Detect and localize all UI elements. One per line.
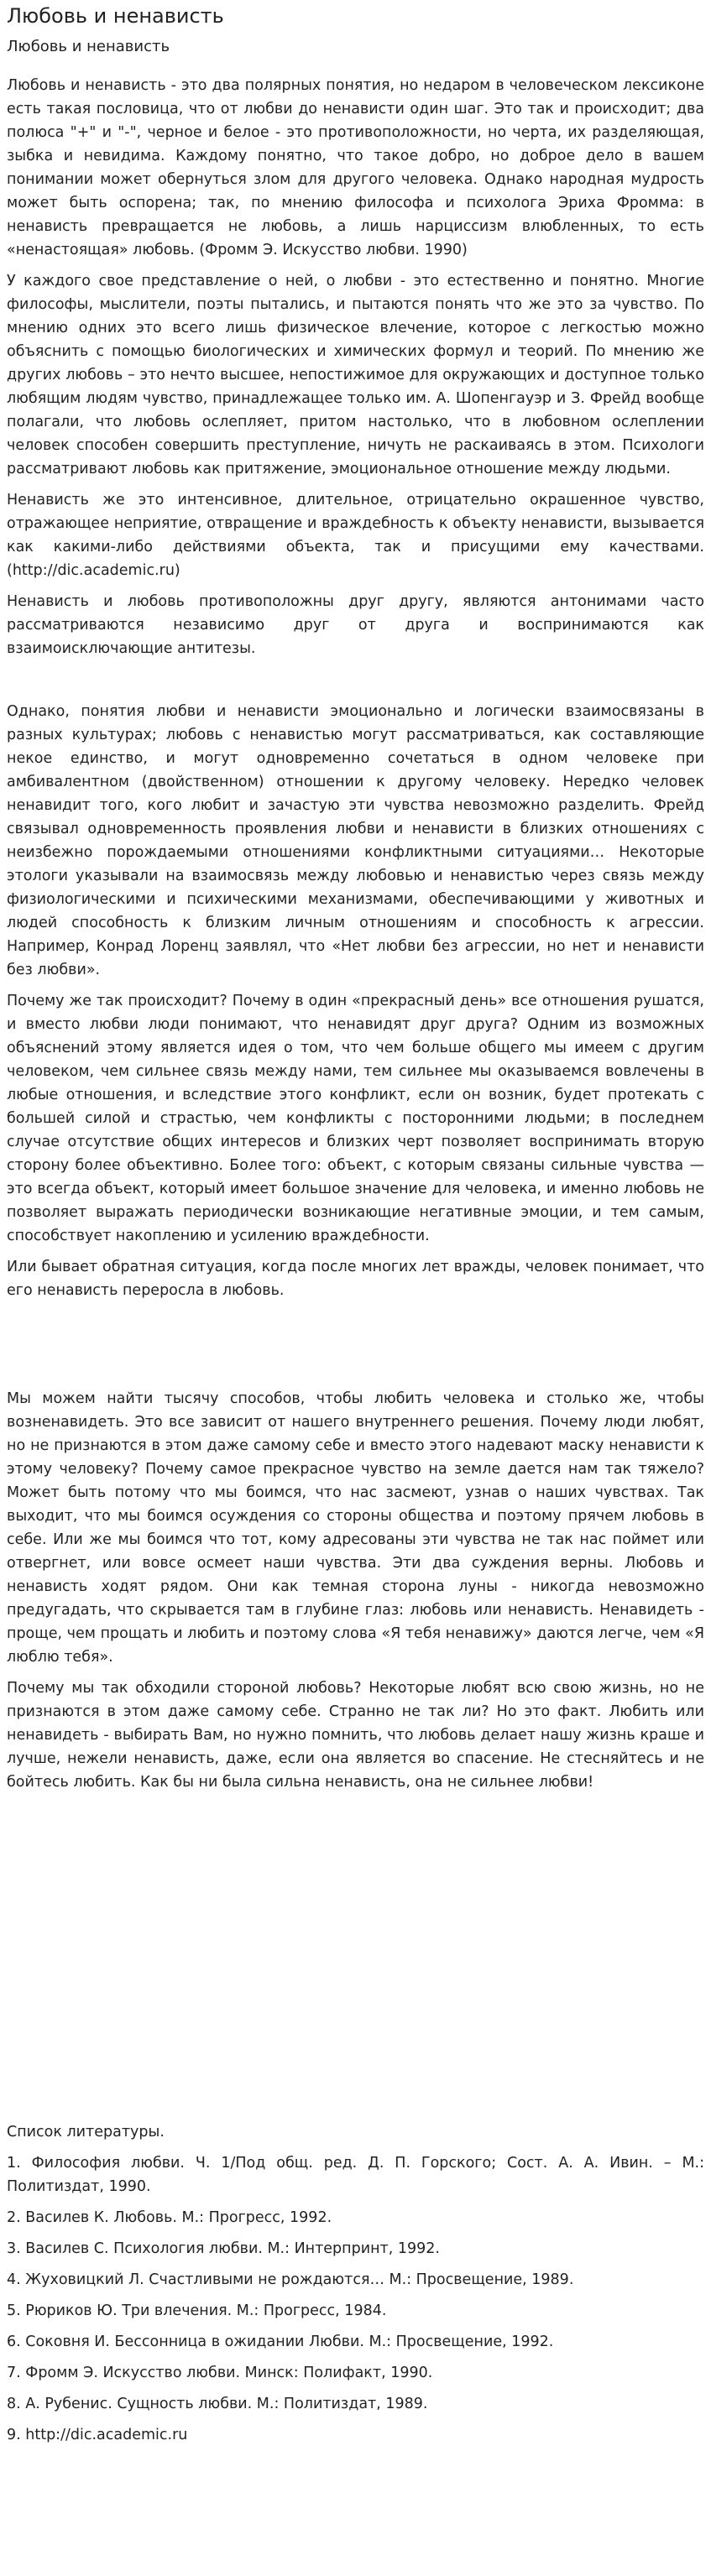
- reference-item: 3. Василев С. Психология любви. М.: Интерпринт, 1992.: [7, 2240, 440, 2257]
- reference-item: 5. Рюриков Ю. Три влечения. М.: Прогресс, 1984.: [7, 2302, 387, 2319]
- references-title: Список литературы.: [7, 2123, 165, 2141]
- paragraph: У каждого свое представление о ней, о любви - это естественно и понятно. Многие философы, мыслители, поэты пытались, и пытаются понять что же это за чувство. По мнению одних это всего лишь физическое влечение, которое с легкостью можно объяснить с помощью биологических и химических формул и теорий. По мнению же других любовь – это нечто высшее, непостижимое для окружающих и доступное только любящим людям чувство, принадлежащее только им. А. Шопенгауэр и З. Фрейд вообще полагали, что любовь ослепляет, притом настолько, что в любовном ослеплении человек способен совершить преступление, ничуть не раскаиваясь в этом. Психологи рассматривают любовь как притяжение, эмоциональное отношение между людьми.: [7, 272, 704, 477]
- paragraph: Ненависть и любовь противоположны друг другу, являются антонимами часто рассматриваются независимо друг от друга и воспринимаются как взаимоисключающие антитезы.: [7, 592, 704, 657]
- reference-item: 6. Соковня И. Бессонница в ожидании Любви. М.: Просвещение, 1992.: [7, 2333, 554, 2350]
- paragraph: Почему мы так обходили стороной любовь? Некоторые любят всю свою жизнь, но не признаются в этом даже самому себе. Странно не так ли? Но это факт. Любить или ненавидеть - выбирать Вам, но нужно помнить, что любовь делает нашу жизнь краше и лучше, нежели ненависть, даже, если она является во спасение. Не стесняйтесь и не бойтесь любить. Как бы ни была сильна ненависть, она не сильнее любви!: [7, 1679, 704, 1791]
- paragraph: Почему же так происходит? Почему в один «прекрасный день» все отношения рушатся, и вместо любви люди понимают, что ненавидят друг друга? Одним из возможных объяснений этому является идея о том, что чем больше общего мы имеем с другим человеком, чем сильнее связь между нами, тем сильнее мы оказываемся вовлечены в любые отношения, и вследствие этого конфликт, если он возник, будет протекать с большей силой и страстью, чем конфликты с посторонними людьми; в последнем случае отсутствие общих интересов и близких черт позволяет воспринимать вторую сторону более объективно. Более того: объект, с которым связаны сильные чувства — это всегда объект, который имеет большое значение для человека, и именно любовь не позволяет выражать периодически возникающие негативные эмоции, и тем самым, способствует накоплению и усилению враждебности.: [7, 992, 704, 1244]
- paragraph: Однако, понятия любви и ненависти эмоционально и логически взаимосвязаны в разных культурах; любовь с ненавистью могут рассматриваться, как составляющие некое единство, и могут одновременно сочетаться в одном человеке при амбивалентном (двойственном) отношении к другому человеку. Нередко человек ненавидит того, кого любит и зачастую эти чувства невозможно разделить. Фрейд связывал одновременность проявления любви и ненависти в близких отношениях с неизбежно порождаемыми отношениями конфликтными ситуациями… Некоторые этологи указывали на взаимосвязь между любовью и ненавистью через связь между физиологическими и психическими механизмами, обеспечивающими у животных и людей способность к близким личным отношениям и способность к агрессии. Например, Конрад Лоренц заявлял, что «Нет любви без агрессии, но нет и ненависти без любви».: [7, 702, 704, 978]
- reference-item[interactable]: 9. http://dic.academic.ru: [7, 2426, 188, 2443]
- document-subtitle: Любовь и ненависть: [7, 37, 170, 55]
- page-title: Любовь и ненависть: [7, 4, 224, 28]
- paragraph: Ненависть же это интенсивное, длительное, отрицательно окрашенное чувство, отражающее неприятие, отвращение и враждебность к объекту ненависти, вызывается как какими-либо действиями объекта, так и присущими ему качествами.(http://dic.academic.ru): [7, 491, 704, 579]
- blank-space: [7, 668, 704, 700]
- paragraph: Или бывает обратная ситуация, когда после многих лет вражды, человек понимает, что его ненависть переросла в любовь.: [7, 1258, 704, 1299]
- blank-space: [7, 1802, 704, 2120]
- reference-item: 8. А. Рубенис. Сущность любви. М.: Политиздат, 1989.: [7, 2395, 428, 2412]
- reference-item: 2. Василев К. Любовь. М.: Прогресс, 1992.: [7, 2208, 332, 2226]
- paragraph: Любовь и ненависть - это два полярных понятия, но недаром в человеческом лексиконе есть такая пословица, что от любви до ненависти один шаг. Это так и происходит; два полюса "+" и "-", черное и белое - это противоположности, но черта, их разделяющая, зыбка и невидима. Каждому понятно, что такое добро, но доброе дело в вашем понимании может обернуться злом для другого человека. Однако народная мудрость может быть оспорена; так, по мнению философа и психолога Эриха Фромма: в ненависть превращается не любовь, а лишь нарциссизм влюбленных, то есть «ненастоящая» любовь. (Фромм Э. Искусство любви. 1990): [7, 76, 704, 258]
- reference-item: 1. Философия любви. Ч. 1/Под общ. ред. Д. П. Горского; Сост. А. А. Ивин. – М.: Политиздат, 1990.: [7, 2154, 704, 2195]
- references-list: [7, 2151, 704, 2447]
- reference-item: 4. Жуховицкий Л. Счастливыми не рождаются… М.: Просвещение, 1989.: [7, 2271, 574, 2288]
- paragraph: Мы можем найти тысячу способов, чтобы любить человека и столько же, чтобы возненавидеть. Это все зависит от нашего внутреннего решения. Почему люди любят, но не признаются в этом даже самому себе и вместо этого надевают маску ненависти к этому человеку? Почему самое прекрасное чувство на земле дается нам так тяжело? Может быть потому что мы боимся, что нас засмеют, узнав о наших чувствах. Так выходит, что мы боимся осуждения со стороны общества и поэтому прячем любовь в себе. Или же мы боимся что тот, кому адресованы эти чувства не так нас поймет или отвергнет, или вовсе осмеет наши чувства. Эти два суждения верны. Любовь и ненависть ходят рядом. Они как темная сторона луны - никогда невозможно предугадать, что скрывается там в глубине глаз: любовь или ненависть. Ненавидеть - проще, чем прощать и любить и поэтому слова «Я тебя ненавижу» даются легче, чем «Я люблю тебя».: [7, 1390, 704, 1666]
- blank-space: [7, 1310, 704, 1387]
- reference-item: 7. Фромм Э. Искусство любви. Минск: Полифакт, 1990.: [7, 2364, 433, 2381]
